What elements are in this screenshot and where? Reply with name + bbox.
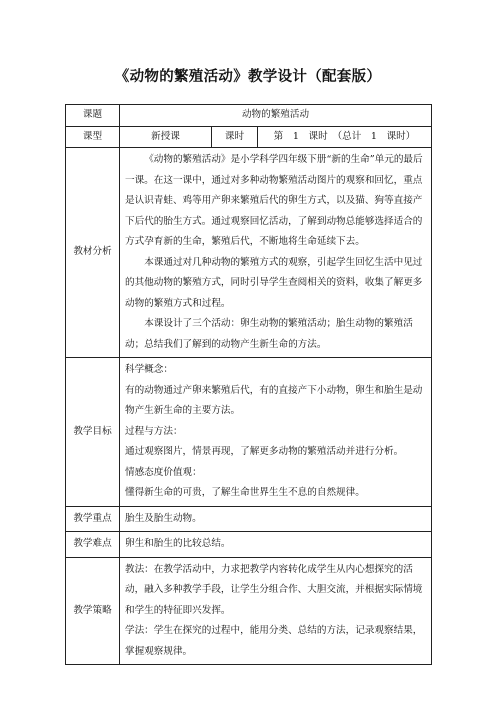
topic-label: 课题: [66, 105, 120, 127]
row-teaching-goals: [66, 358, 432, 507]
row-strategy: [66, 557, 432, 665]
goals-line: 科学概念：: [125, 364, 173, 375]
difficulty-value: 卵生和胎生的比较总结。: [120, 532, 432, 558]
type-label: 课型: [66, 126, 120, 148]
row-key-point: [66, 506, 432, 532]
goals-line: 通过观察图片，情景再现，了解更多动物的繁殖活动并进行分析。: [125, 446, 404, 457]
lesson-plan-table: [65, 104, 432, 665]
hour-value: 第 1 课时 （总计 1 课时）: [258, 126, 432, 148]
type-value: 新授课: [120, 126, 212, 148]
key-label: 教学重点: [66, 506, 120, 532]
row-type: [66, 126, 432, 148]
goals-label: 教学目标: [66, 358, 120, 507]
strategy-label: 教学策略: [66, 557, 120, 665]
key-value: 胎生及胎生动物。: [120, 506, 432, 532]
row-topic: [66, 105, 432, 127]
topic-value: 动物的繁殖活动: [120, 105, 432, 127]
difficulty-label: 教学难点: [66, 532, 120, 558]
goals-line: 过程与方法：: [125, 425, 183, 437]
material-paragraph: 本课通过对几种动物的繁殖方式的观察，引起学生回忆生活中见过的其他动物的繁殖方式，同时引导学生查阅相关的资料，收集了解更多动物的繁殖方式和过程。: [125, 256, 423, 309]
hour-label: 课时: [212, 126, 258, 148]
strategy-content: [120, 557, 432, 665]
goals-line: 懂得新生命的可贵，了解生命世界生生不息的自然规律。: [125, 487, 365, 498]
strategy-line: 教法：在教学活动中，力求把教学内容转化成学生从内心想探究的活动，融入多种教学手段，让学生分组合作、大胆交流，并根据实际情境和学生的特征即兴发挥。: [125, 563, 423, 616]
material-content: [120, 148, 432, 358]
goals-line: 有的动物通过产卵来繁殖后代，有的直接产下小动物，卵生和胎生是动物产生新生命的主要方法。: [125, 384, 423, 416]
strategy-line: 学法：学生在探究的过程中，能用分类、总结的方法，记录观察结果，掌握观察规律。: [125, 625, 423, 657]
goals-line: 情感态度价值观：: [125, 466, 202, 478]
row-difficulty: [66, 532, 432, 558]
row-material-analysis: [66, 148, 432, 358]
material-label: 教材分析: [66, 148, 120, 358]
material-paragraph: 本课设计了三个活动：卵生动物的繁殖活动；胎生动物的繁殖活动；总结我们了解到的动物产生新生命的方法。: [125, 318, 413, 350]
goals-content: [120, 358, 432, 507]
material-paragraph: 《动物的繁殖活动》是小学科学四年级下册“新的生命”单元的最后一课。在这一课中，通过对多种动物繁殖活动图片的观察和回忆，重点是认识青蛙、鸡等用产卵来繁殖后代的卵生方式，以及猫、狗等直接产下后代的胎生方式。通过观察回忆活动，了解到动物总能够选择适合的方式孕育新的生命，繁殖后代，不断地将生命延续下去。: [125, 154, 423, 247]
document-title: 《动物的繁殖活动》教学设计（配套版）: [114, 69, 382, 85]
